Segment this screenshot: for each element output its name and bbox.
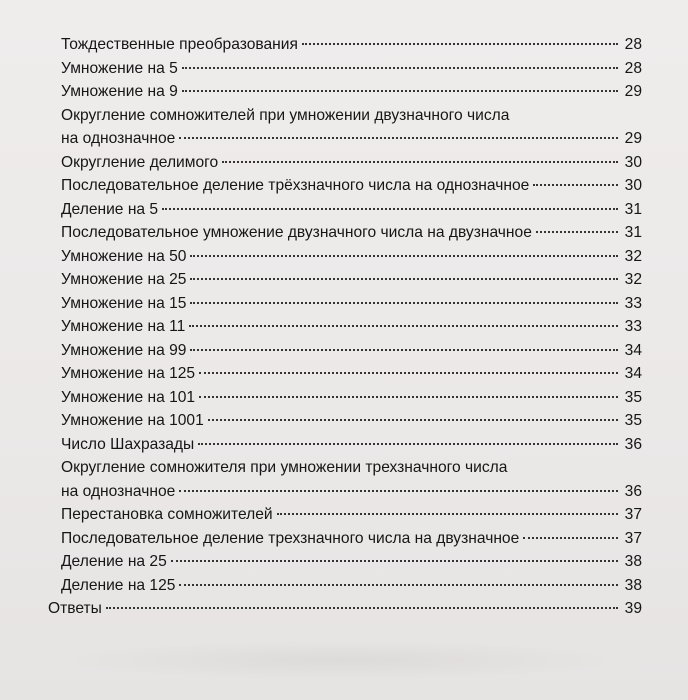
table-of-contents (0, 33, 688, 621)
toc-entry[interactable] (61, 550, 642, 574)
dot-leader (162, 208, 618, 210)
toc-entry-page: 32 (624, 247, 642, 265)
toc-entry-title: Умножение на 101 (61, 388, 196, 406)
dot-leader (198, 443, 618, 445)
toc-entry-title: Последовательное умножение двузначного числа на двузначное (61, 224, 532, 241)
toc-entry-page: 38 (624, 576, 642, 594)
dot-leader (208, 419, 618, 421)
toc-entry-title: Умножение на 1001 (61, 412, 204, 429)
toc-entry-title: Ответы (48, 600, 102, 617)
dot-leader (190, 278, 618, 280)
toc-entry[interactable] (61, 198, 642, 222)
toc-entry-title: Перестановка сомножителей (61, 506, 273, 523)
toc-entry[interactable] (61, 174, 642, 198)
toc-entry[interactable] (61, 292, 642, 316)
dot-leader (182, 90, 618, 92)
toc-entry-title: Последовательное деление трёхзначного числа на однозначное (61, 177, 530, 194)
toc-entry-page: 35 (624, 388, 642, 406)
toc-entry-page: 30 (624, 177, 642, 194)
dot-leader (533, 184, 618, 186)
toc-entry-title: Умножение на 25 (61, 271, 187, 288)
toc-entry-page: 30 (624, 153, 642, 171)
toc-entry-title: Округление делимого (61, 153, 219, 171)
toc-entry[interactable] (61, 433, 642, 457)
toc-entry-title-line2: на однозначное (61, 130, 176, 147)
toc-entry-page: 37 (624, 506, 642, 523)
toc-entry-page: 32 (624, 271, 642, 288)
toc-entry[interactable] (61, 409, 642, 433)
toc-entry[interactable] (61, 362, 642, 386)
toc-entry-page: 36 (624, 482, 642, 500)
toc-entry-page: 33 (624, 294, 642, 312)
dot-leader (182, 67, 618, 69)
toc-entry-page: 36 (624, 435, 642, 453)
toc-entry-title: Умножение на 99 (61, 341, 187, 359)
toc-entry-page: 34 (624, 341, 642, 359)
dot-leader (302, 43, 618, 45)
toc-entry[interactable] (61, 221, 642, 245)
toc-entry-page: 29 (624, 83, 642, 100)
toc-entry[interactable] (61, 574, 642, 598)
toc-entry-title: Последовательное деление трехзначного числа на двузначное (61, 529, 520, 547)
toc-entry-title: Деление на 5 (61, 200, 159, 218)
dot-leader (171, 560, 618, 562)
dot-leader (190, 349, 618, 351)
dot-leader (190, 302, 618, 304)
toc-entry-title: Умножение на 9 (61, 83, 178, 100)
toc-entry[interactable] (61, 104, 642, 151)
toc-entry-page: 39 (624, 600, 642, 617)
dot-leader (190, 255, 618, 257)
toc-entry[interactable] (61, 315, 642, 339)
toc-entry-page: 28 (624, 59, 642, 77)
toc-entry-title: Умножение на 11 (61, 318, 186, 335)
toc-entry-title-line2: на однозначное (61, 482, 176, 500)
toc-entry-title-line1: Округление сомножителя при умножении трехзначного числа (61, 459, 508, 476)
toc-entry[interactable] (61, 268, 642, 292)
toc-entry[interactable] (61, 527, 642, 551)
toc-entry[interactable] (61, 33, 642, 57)
toc-entry[interactable] (61, 80, 642, 104)
dot-leader (179, 137, 618, 139)
toc-entry-page: 35 (624, 412, 642, 429)
toc-entry[interactable] (61, 57, 642, 81)
toc-entry-page: 29 (624, 130, 642, 147)
toc-entry[interactable] (61, 339, 642, 363)
toc-entry-title: Деление на 125 (61, 576, 176, 594)
dot-leader (277, 513, 618, 515)
dot-leader (536, 231, 618, 233)
toc-entry-title: Умножение на 15 (61, 294, 187, 312)
toc-entry-title: Деление на 25 (61, 553, 167, 570)
dot-leader (179, 490, 618, 492)
toc-entry-title: Число Шахразады (61, 435, 195, 453)
dot-leader (199, 372, 618, 374)
toc-entry-page: 33 (624, 318, 642, 335)
toc-entry-page: 31 (624, 224, 642, 241)
dot-leader (199, 396, 618, 398)
toc-entry-title: Умножение на 125 (61, 365, 196, 382)
toc-entry-page: 38 (624, 553, 642, 570)
toc-entry-title: Умножение на 5 (61, 59, 178, 77)
toc-entry-page: 37 (624, 529, 642, 547)
toc-entry-page: 28 (624, 36, 642, 53)
toc-entry-title: Умножение на 50 (61, 247, 187, 265)
toc-entry-title: Тождественные преобразования (61, 36, 298, 53)
dot-leader (179, 584, 618, 586)
toc-entry[interactable] (61, 151, 642, 175)
toc-entry[interactable] (61, 456, 642, 503)
toc-entry-answers[interactable] (48, 597, 642, 621)
toc-entry-page: 34 (624, 365, 642, 382)
dot-leader (222, 161, 618, 163)
dot-leader (189, 325, 618, 327)
toc-entry-page: 31 (624, 200, 642, 218)
toc-entry[interactable] (61, 503, 642, 527)
toc-entry[interactable] (61, 386, 642, 410)
toc-entry[interactable] (61, 245, 642, 269)
paper-smudge (60, 640, 620, 680)
dot-leader (106, 607, 618, 609)
toc-entry-title-line1: Округление сомножителей при умножении двузначного числа (61, 106, 510, 124)
dot-leader (523, 537, 618, 539)
